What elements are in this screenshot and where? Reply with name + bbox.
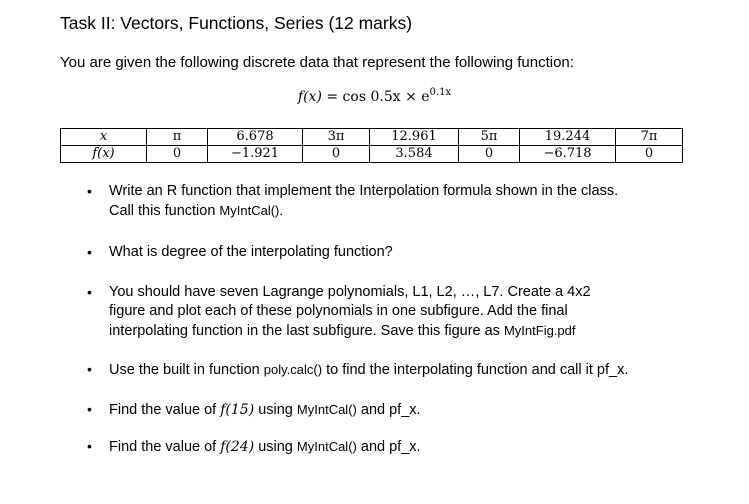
bullet-icon: •: [87, 401, 92, 417]
table-cell: 3π: [303, 129, 370, 146]
code-span: MyIntCal(): [296, 439, 357, 454]
inline-math: f(24): [220, 439, 255, 455]
table-row-label: f(x): [61, 146, 147, 163]
table-cell: 0: [616, 146, 683, 163]
list-item-text: Find the value of f(15) using MyIntCal() and pf_x.: [109, 402, 421, 418]
table-cell: 6.678: [208, 129, 303, 146]
table-row-x: [61, 129, 683, 146]
table-cell: 7π: [616, 129, 683, 146]
bullet-icon: •: [87, 183, 92, 199]
intro-text: You are given the following discrete data that represent the following function:: [60, 54, 574, 71]
table-cell: −6.718: [520, 146, 616, 163]
code-span: poly.calc(): [263, 362, 323, 377]
inline-math: f(15): [220, 402, 255, 418]
table-cell: 19.244: [520, 129, 616, 146]
list-item-text: Write an R function that implement the Interpolation formula shown in the class. Call this function MyIntCal().: [109, 183, 619, 219]
list-item-text: Find the value of f(24) using MyIntCal() and pf_x.: [109, 439, 421, 455]
bullet-icon: •: [87, 244, 92, 260]
table-cell: 0: [303, 146, 370, 163]
list-item-text: You should have seven Lagrange polynomials, L1, L2, …, L7. Create a 4x2 figure and plot each of these polynomials in one subfigure. Add the final interpolating function in the last subfigure. Save this figure as MyIntFig.pdf: [109, 284, 591, 339]
table-cell: 12.961: [370, 129, 459, 146]
bullet-icon: •: [87, 438, 92, 454]
formula-rhs: = cos 0.5x × e: [321, 89, 430, 105]
page-title: Task II: Vectors, Functions, Series (12 marks): [60, 13, 413, 33]
table-cell: −1.921: [208, 146, 303, 163]
data-table: [60, 128, 683, 163]
function-formula: [0, 87, 749, 105]
code-span: MyIntCal(): [296, 402, 357, 417]
formula-lhs: f(x): [297, 89, 322, 105]
table-cell: 0: [147, 146, 208, 163]
table-cell: 3.584: [370, 146, 459, 163]
table-row-fx: [61, 146, 683, 163]
bullet-icon: •: [87, 284, 92, 300]
bullet-icon: •: [87, 361, 92, 377]
table-cell: π: [147, 129, 208, 146]
formula-exponent: 0.1x: [429, 87, 452, 98]
table-cell: 5π: [459, 129, 520, 146]
list-item-text: Use the built in function poly.calc() to find the interpolating function and call it pf_x.: [109, 362, 629, 378]
code-span: MyIntCal().: [219, 203, 283, 218]
list-item-text: What is degree of the interpolating function?: [109, 244, 393, 260]
code-span: MyIntFig.pdf: [503, 323, 576, 338]
table-row-label: x: [61, 129, 147, 146]
table-cell: 0: [459, 146, 520, 163]
